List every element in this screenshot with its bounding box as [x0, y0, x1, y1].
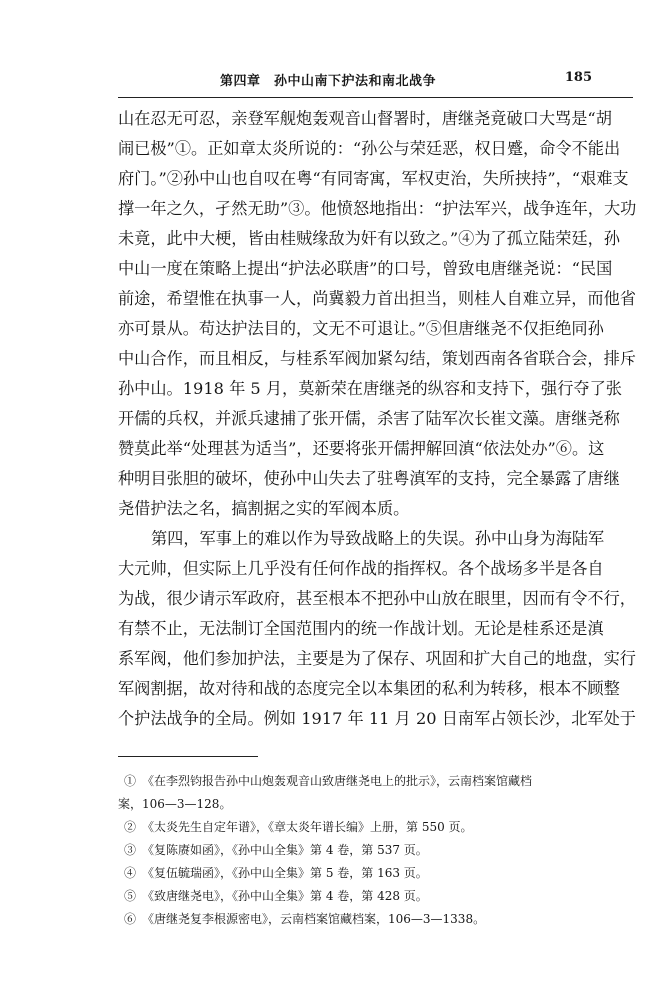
chapter-title: 第四章 孙中山南下护法和南北战争 [220, 74, 437, 89]
body-line: 中山一度在策略上提出“护法必联唐”的口号，曾致电唐继尧说：“民国 [118, 259, 613, 278]
running-header [0, 70, 652, 90]
body-line: 种明目张胆的破坏，使孙中山失去了驻粤滇军的支持，完全暴露了唐继 [118, 469, 620, 488]
body-line: 未竟，此中大梗，皆由桂贼缘敌为奸有以致之。”④为了孤立陆荣廷，孙 [118, 229, 620, 248]
footnote-line: ① 《在李烈钧报告孙中山炮轰观音山致唐继尧电上的批示》，云南档案馆藏档 [124, 774, 533, 788]
body-line: 撑一年之久，孑然无助”③。他愤怒地指出：“护法军兴，战争连年，大功 [118, 199, 636, 218]
body-line: 大元帅，但实际上几乎没有任何作战的指挥权。各个战场多半是各自 [118, 559, 604, 578]
body-line: 系军阀，他们参加护法，主要是为了保存、巩固和扩大自己的地盘，实行 [118, 649, 636, 668]
footnote-line: ⑤ 《致唐继尧电》，《孙中山全集》第 4 卷，第 428 页。 [124, 889, 428, 903]
body-line: 中山合作，而且相反，与桂系军阀加紧勾结，策划西南各省联合会，排斥 [118, 349, 636, 368]
footnote-line: 案，106—3—128。 [118, 797, 232, 811]
body-line: 第四，军事上的难以作为导致战略上的失误。孙中山身为海陆军 [151, 529, 605, 548]
body-line: 开儒的兵权，并派兵逮捕了张开儒，杀害了陆军次长崔文藻。唐继尧称 [118, 409, 620, 428]
body-line: 山在忍无可忍，亲登军舰炮轰观音山督署时，唐继尧竟破口大骂是“胡 [118, 109, 612, 128]
body-line: 前途，希望惟在执事一人，尚冀毅力首出担当，则桂人自难立异，而他省 [118, 289, 636, 308]
body-line: 有禁不止，无法制订全国范围内的统一作战计划。无论是桂系还是滇 [118, 619, 604, 638]
footnote-line: ⑥ 《唐继尧复李根源密电》，云南档案馆藏档案，106—3—1338。 [124, 912, 486, 926]
footnote-line: ③ 《复陈赓如函》，《孙中山全集》第 4 卷，第 537 页。 [124, 843, 428, 857]
body-line: 闹已极”①。正如章太炎所说的：“孙公与荣廷恶，权日蹙，命令不能出 [118, 139, 621, 158]
page-number: 185 [564, 70, 592, 85]
footnote-line: ② 《太炎先生自定年谱》，《章太炎年谱长编》上册，第 550 页。 [124, 820, 473, 834]
footnote-rule [118, 756, 258, 757]
body-line: 为战，很少请示军政府，甚至根本不把孙中山放在眼里，因而有令不行， [118, 589, 636, 608]
body-line: 府门。”②孙中山也自叹在粤“有同寄寓，军权吏治，失所挟持”，“艰难支 [118, 169, 629, 188]
body-line: 尧借护法之名，搞割据之实的军阀本质。 [118, 499, 410, 518]
body-line: 亦可景从。苟达护法目的，文无不可退让。”⑤但唐继尧不仅拒绝同孙 [118, 319, 604, 338]
footnotes [118, 770, 638, 931]
body-line: 军阀割据，故对待和战的态度完全以本集团的私利为转移，根本不顾整 [118, 679, 620, 698]
body-line: 孙中山。1918 年 5 月，莫新荣在唐继尧的纵容和支持下，强行夺了张 [118, 379, 622, 398]
body-line: 个护法战争的全局。例如 1917 年 11 月 20 日南军占领长沙，北军处于 [118, 709, 636, 728]
footnote-line: ④ 《复伍毓瑞函》，《孙中山全集》第 5 卷，第 163 页。 [124, 866, 428, 880]
header-rule [118, 97, 633, 98]
body-text [118, 104, 636, 734]
body-line: 赞莫此举“处理甚为适当”，还要将张开儒押解回滇“依法处办”⑥。这 [118, 439, 605, 458]
